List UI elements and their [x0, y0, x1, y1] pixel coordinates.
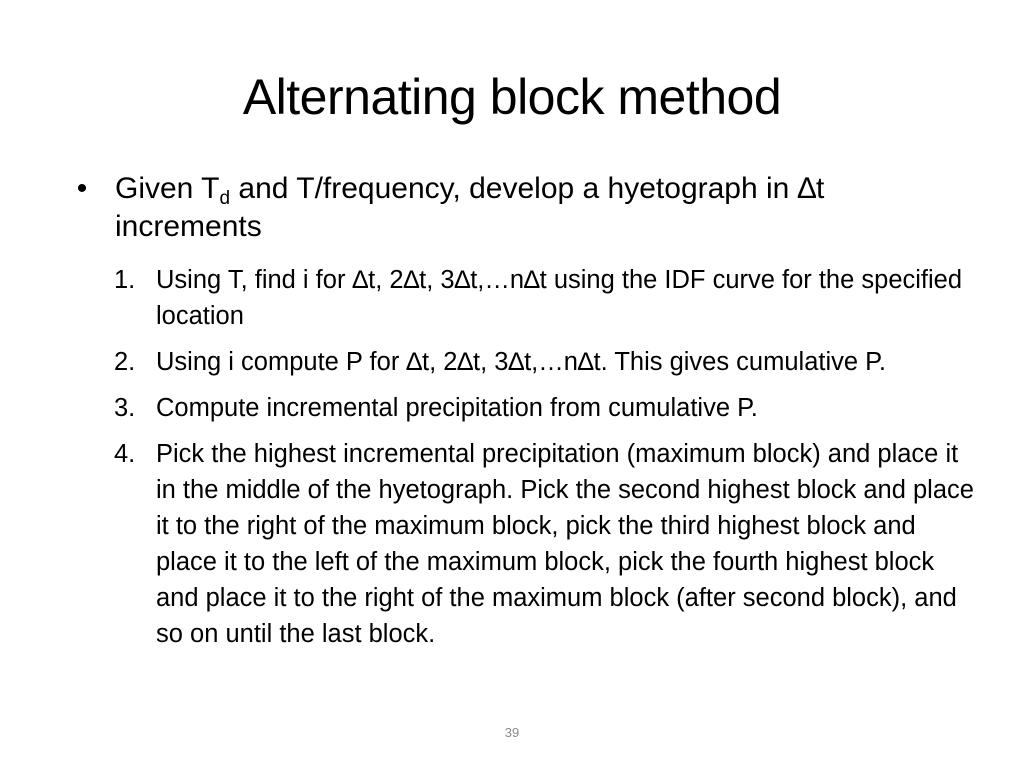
step-number: 1. — [114, 266, 136, 294]
step-number: 2. — [114, 348, 136, 376]
step-item-2 — [114, 344, 974, 380]
steps-list — [114, 262, 974, 662]
bullet-text-end: and T/frequency, develop a hyetograph in ∆t increments — [115, 172, 825, 243]
step-item-4 — [114, 436, 974, 652]
slide-title: Alternating block method — [242, 69, 782, 125]
step-text: Using T, find i for ∆t, 2∆t, 3∆t,…n∆t using the IDF curve for the specified location — [156, 266, 963, 330]
bullet-subscript: d — [219, 188, 231, 209]
step-text: Using i compute P for ∆t, 2∆t, 3∆t,…n∆t. This gives cumulative P. — [156, 348, 886, 376]
step-item-3 — [114, 390, 974, 426]
bullet-dot-icon: • — [76, 172, 88, 205]
step-text: Compute incremental precipitation from cumulative P. — [156, 394, 758, 422]
step-number: 3. — [114, 394, 136, 422]
bullet-text-start: Given T — [115, 172, 220, 205]
page-number: 39 — [504, 725, 520, 740]
step-number: 4. — [114, 440, 136, 468]
step-text: Pick the highest incremental precipitation (maximum block) and place it in the middle of the hyetograph. Pick the second highest block and place it to the right of the maximum block, pick the third highest block and place it to the left of the maximum block, pick the fourth highest block and place it to the right of the maximum block (after second block), and so on until the last block. — [156, 440, 974, 648]
main-bullet-text — [115, 170, 975, 246]
step-item-1 — [114, 262, 974, 334]
